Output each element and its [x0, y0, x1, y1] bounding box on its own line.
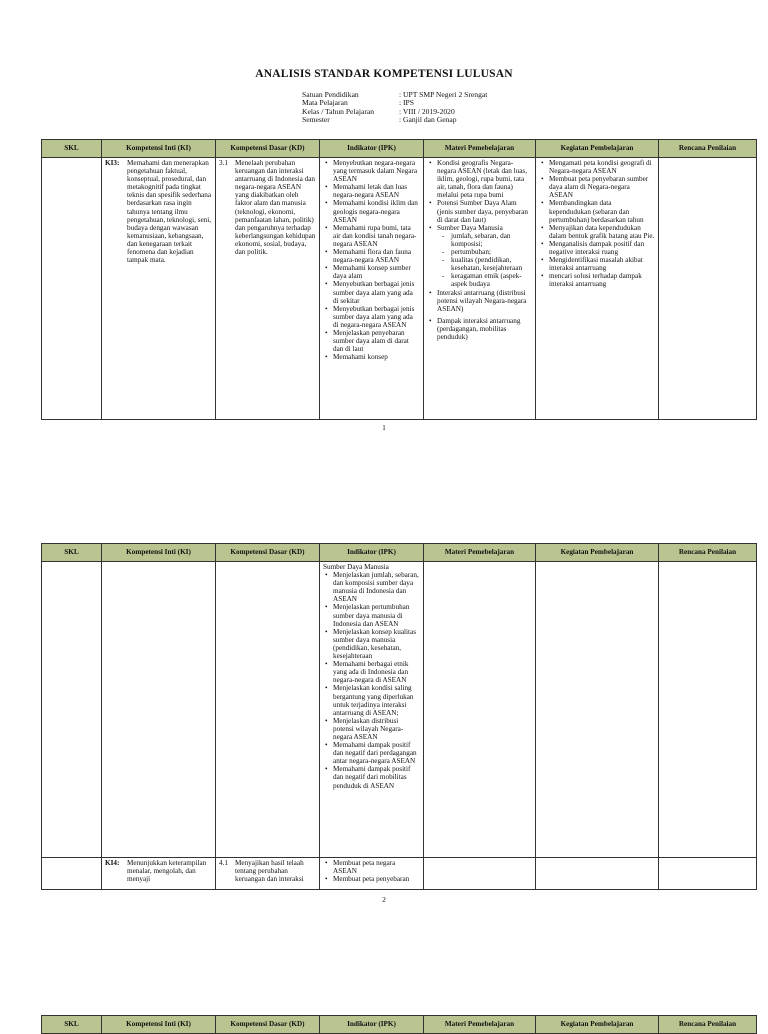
list-item: • Mengamati peta kondisi geografi di Negara-negara ASEAN: [549, 159, 655, 175]
rencana-cell: [659, 562, 757, 858]
list-item: [437, 224, 532, 289]
list-item: • Membuat peta negara ASEAN: [333, 859, 420, 875]
list-item: • Memahami konsep: [333, 353, 420, 361]
kegiatan-cell: [536, 562, 659, 858]
sub-list-item: - jumlah, sebaran, dan komposisi;: [451, 232, 532, 248]
table-row: [42, 858, 757, 890]
kd-cell: [216, 562, 320, 858]
document-meta: [302, 91, 487, 124]
list-item: • Menjelaskan penyebaran sumber daya alam di darat dan di laut: [333, 329, 420, 353]
header-ipk: Indikator (IPK): [320, 1016, 424, 1034]
rencana-cell: [659, 858, 757, 890]
meta-value: : VIII / 2019-2020: [399, 106, 455, 116]
list-item: • Menganalisis dampak positif dan negative interaksi ruang: [549, 240, 655, 256]
kd-cell: [216, 158, 320, 420]
meta-label: Semester: [302, 114, 330, 124]
materi-cell: [424, 858, 536, 890]
table-header-row: [42, 140, 757, 158]
list-item: • Membandingkan data kependudukan (sebaran dan pertumbuhan) berdasarkan tahun: [549, 199, 655, 223]
page-number: 2: [382, 895, 386, 904]
meta-value: : UPT SMP Negeri 2 Srengat: [399, 90, 488, 99]
list-item: • mencari solusi terhadap dampak interaksi antarruang: [549, 272, 655, 288]
header-ipk: Indikator (IPK): [320, 140, 424, 158]
ki-cell: [102, 562, 216, 858]
list-item: • Menjelaskan konsep kualitas sumber daya manusia (pendidikan, kesehatan, kesejahteraan: [333, 628, 420, 660]
list-item: • Menyebutkan berbagai jenis sumber daya alam yang ada di negara-negara ASEAN: [333, 305, 420, 329]
table-row: [42, 562, 757, 858]
rencana-cell: [659, 158, 757, 420]
skl-cell: [42, 562, 102, 858]
header-skl: SKL: [42, 140, 102, 158]
skl-table-page-3: [41, 1015, 757, 1034]
list-item: • Memahami dampak positif dan negatif dari mobilitas penduduk di ASEAN: [333, 765, 420, 789]
meta-label: Satuan Pendidikan: [302, 90, 359, 99]
ki-text: Menunjukkan keterampilan menalar, mengolah, dan menyaji: [127, 859, 207, 884]
header-rencana: Rencana Penilaian: [659, 140, 757, 158]
list-item: • Dampak interaksi antarruang (perdagangan, mobilitas penduduk): [437, 317, 532, 341]
page-number: 1: [382, 423, 386, 432]
list-item: • Menyajikan data kependudukan dalam bentuk grafik batang atau Pie.: [549, 224, 655, 240]
list-item: • Menjelaskan pertumbuhan sumber daya manusia di Indonesia dan ASEAN: [333, 603, 420, 627]
header-kegiatan: Kegiatan Pembelajaran: [536, 544, 659, 562]
ipk-cell: [320, 158, 424, 420]
skl-cell: [42, 158, 102, 420]
kd-code: 4.1: [219, 859, 228, 867]
header-kd: Kompetensi Dasar (KD): [216, 544, 320, 562]
meta-value: : Ganjil dan Genap: [399, 114, 457, 124]
materi-heading: Sumber Daya Manusia: [437, 223, 503, 232]
list-item: • Memahami letak dan luas negara-negara ASEAN: [333, 183, 420, 199]
list-item: • Interaksi antarruang (distribusi potensi wilayah Negara-negara ASEAN): [437, 289, 532, 313]
header-kegiatan: Kegiatan Pembelajaran: [536, 140, 659, 158]
list-item: • Menyebutkan negara-negara yang termasuk dalam Negara ASEAN: [333, 159, 420, 183]
skl-table-page-2: [41, 543, 757, 890]
header-rencana: Rencana Penilaian: [659, 1016, 757, 1034]
materi-cell: [424, 158, 536, 420]
ki-cell: [102, 158, 216, 420]
sub-list-item: - keragaman etnik (aspek-aspek budaya: [451, 272, 532, 288]
document-title: ANALISIS STANDAR KOMPETENSI LULUSAN: [255, 68, 513, 80]
ki-code: KI3:: [105, 159, 120, 167]
list-item: • Kondisi geografis Negara-negara ASEAN (letak dan luas, iklim, geologi, rupa bumi, tata air, tanah, flora dan fauna) melalui peta rupa bumi: [437, 159, 532, 199]
header-kegiatan: Kegiatan Pembelajaran: [536, 1016, 659, 1034]
list-item: • Memahami rupa bumi, tata air dan kondisi tanah negara-negara ASEAN: [333, 224, 420, 248]
list-item: • Potensi Sumber Daya Alam (jenis sumber daya, penyebaran di darat dan laut): [437, 199, 532, 223]
list-item: • Menjelaskan kondisi saling bergantung yang diperlukan untuk terjadinya interaksi antarruang di ASEAN;: [333, 684, 420, 716]
list-item: • Memahami berbagai etnik yang ada di Indonesia dan negara-negara di ASEAN: [333, 660, 420, 684]
list-item: • Menjelaskan distribusi potensi wilayah Negara-negara ASEAN: [333, 717, 420, 741]
header-ipk: Indikator (IPK): [320, 544, 424, 562]
kd-text: Menelaah perubahan keruangan dan interaksi antarruang di Indonesia dan negara-negara ASEAN yang diakibatkan oleh faktor alam dan manusia (teknologi, ekonomi, pemanfaatan lahan, politik) dan pengaruhnya terhadap keberlangsungan kehidupan ekonomi, sosial, budaya, dan politik.: [235, 159, 316, 257]
meta-label: Kelas / Tahun Pelajaran: [302, 106, 375, 116]
list-item: • Memahami dampak positif dan negatif dari perdagangan antar negara-negara ASEAN: [333, 741, 420, 765]
skl-cell: [42, 858, 102, 890]
ipk-cell: [320, 562, 424, 858]
list-item: • Menjelaskan jumlah, sebaran, dan komposisi sumber daya manusia di Indonesia dan ASEAN: [333, 571, 420, 603]
meta-row: [302, 116, 487, 124]
ipk-continued-text: Sumber Daya Manusia: [323, 563, 389, 571]
header-ki: Kompetensi Inti (KI): [102, 140, 216, 158]
kd-text: Menyajikan hasil telaah tentang perubahan keruangan dan interaksi: [235, 859, 304, 884]
kegiatan-cell: [536, 158, 659, 420]
kegiatan-cell: [536, 858, 659, 890]
kd-code: 3.1: [219, 159, 228, 167]
list-item: • Memahami konsep sumber daya alam: [333, 264, 420, 280]
header-kd: Kompetensi Dasar (KD): [216, 1016, 320, 1034]
list-item: • Mengidentifikasi masalah akibat interaksi antarruang: [549, 256, 655, 272]
table-header-row: [42, 544, 757, 562]
header-materi: Materi Pemebelajaran: [424, 1016, 536, 1034]
skl-table-page-1: [41, 139, 757, 420]
list-item: • Memahami flora dan fauna negara-negara ASEAN: [333, 248, 420, 264]
header-ki: Kompetensi Inti (KI): [102, 1016, 216, 1034]
table-row: [42, 158, 757, 420]
header-skl: SKL: [42, 1016, 102, 1034]
materi-cell: [424, 562, 536, 858]
header-materi: Materi Pemebelajaran: [424, 140, 536, 158]
list-item: • Membuat peta penyebaran: [333, 875, 420, 883]
header-kd: Kompetensi Dasar (KD): [216, 140, 320, 158]
sub-list-item: - kualitas (pendidikan, kesehatan, kesejahteraan: [451, 256, 532, 272]
header-rencana: Rencana Penilaian: [659, 544, 757, 562]
ki-code: KI4:: [105, 859, 120, 867]
sub-list-item: - pertumbuhan;: [451, 248, 532, 256]
header-skl: SKL: [42, 544, 102, 562]
header-ki: Kompetensi Inti (KI): [102, 544, 216, 562]
list-item: • Membuat peta penyebaran sumber daya alam di Negara-negara ASEAN: [549, 175, 655, 199]
ipk-cell: [320, 858, 424, 890]
table-header-row: [42, 1016, 757, 1034]
ki-text: Memahami dan menerapkan pengetahuan faktual, konseptual, prosedural, dan metakognitif pada tingkat teknis dan spesifik sederhana berdasarkan rasa ingin tahunya tentang ilmu pengetahuan, teknologi, seni, budaya dengan wawasan kemanusiaan, kebangsaan, dan kenegaraan terkait fenomena dan kejadian tampak mata.: [127, 159, 212, 265]
meta-label: Mata Pelajaran: [302, 98, 348, 108]
header-materi: Materi Pemebelajaran: [424, 544, 536, 562]
list-item: • Memahami kondisi iklim dan geologis negara-negara ASEAN: [333, 199, 420, 223]
list-item: • Menyebutkan berbagai jenis sumber daya alam yang ada di sekitar: [333, 280, 420, 304]
ki-cell: [102, 858, 216, 890]
kd-cell: [216, 858, 320, 890]
meta-value: : IPS: [399, 98, 414, 108]
